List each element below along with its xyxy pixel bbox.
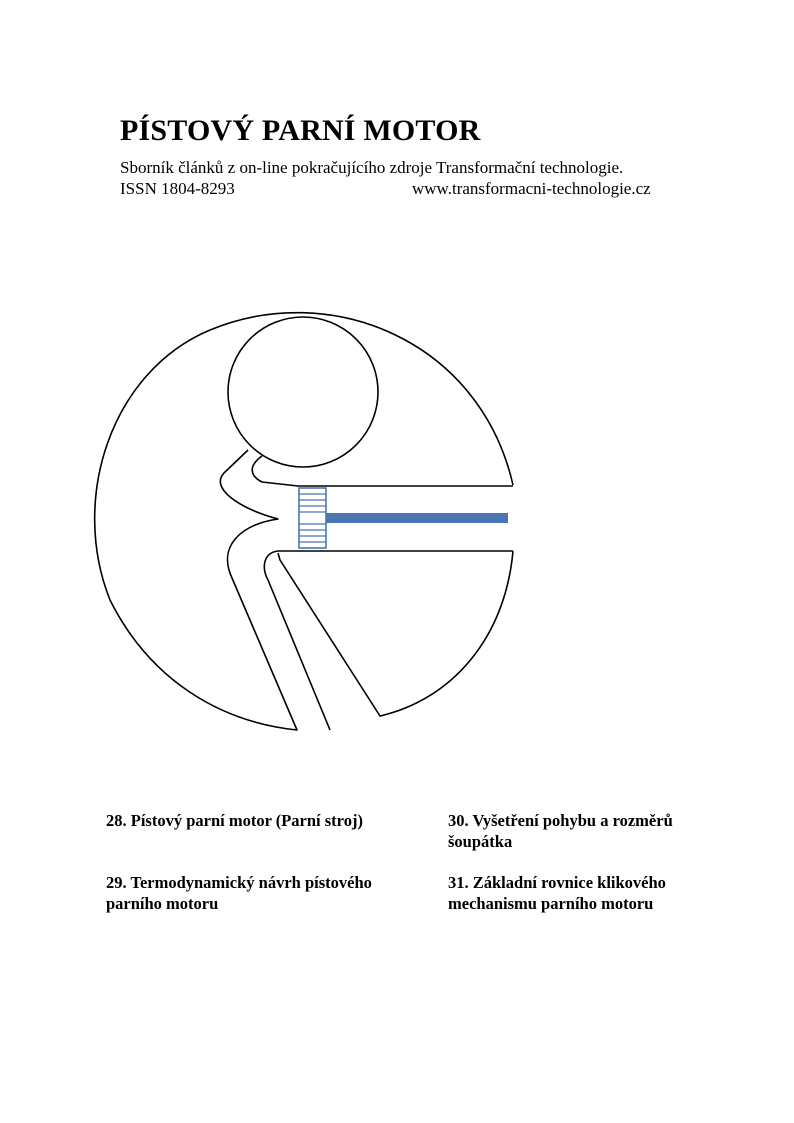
- document-title: PÍSTOVÝ PARNÍ MOTOR: [120, 114, 481, 147]
- toc-item-30: 30. Vyšetření pohybu a rozměrů šoupátka: [448, 811, 673, 851]
- document-subtitle: Sborník článků z on-line pokračujícího zdroje Transformační technologie.: [120, 158, 624, 177]
- steam-engine-logo: [80, 300, 530, 740]
- logo-piston: [299, 488, 326, 548]
- logo-lower-segment: [264, 551, 513, 730]
- website-url: www.transformacni-technologie.cz: [412, 179, 651, 198]
- issn-number: ISSN 1804-8293: [120, 179, 235, 198]
- toc-item-28: 28. Pístový parní motor (Parní stroj): [106, 811, 363, 830]
- toc-item-31: 31. Základní rovnice klikového mechanismu parního motoru: [448, 873, 666, 913]
- logo-upper-channel: [252, 456, 513, 486]
- logo-cylinder-circle: [228, 317, 378, 467]
- toc-item-29: 29. Termodynamický návrh pístového parního motoru: [106, 873, 372, 913]
- logo-piston-rod: [326, 513, 508, 523]
